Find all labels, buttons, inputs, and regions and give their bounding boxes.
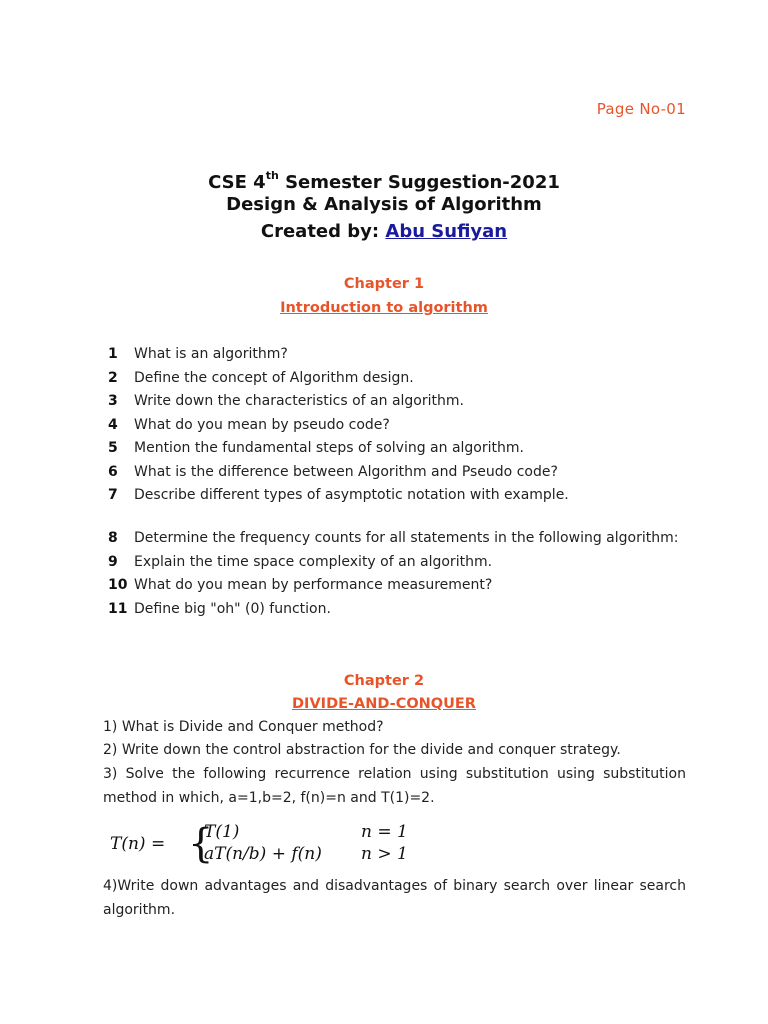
formula-case1-cond: n = 1: [361, 822, 408, 842]
title-suffix: Semester Suggestion-2021: [278, 172, 560, 193]
question-item: [108, 484, 686, 508]
created-by-line: [0, 218, 768, 245]
question-number: 11: [108, 600, 128, 617]
chapter1-question-list-a: [108, 343, 686, 508]
question-text: What is an algorithm?: [134, 346, 288, 362]
question-item: [108, 437, 686, 461]
question-text: Explain the time space complexity of an algorithm.: [134, 553, 493, 570]
formula-case2-cond: n > 1: [361, 844, 408, 864]
question-item: [108, 367, 686, 391]
question-text: Describe different types of asymptotic notation with example.: [134, 487, 569, 503]
question-number: 8: [108, 530, 118, 546]
question-number: 2: [108, 369, 118, 386]
title-prefix: CSE 4: [208, 172, 266, 193]
question-number: 7: [108, 487, 118, 503]
formula-brace: {: [188, 821, 214, 867]
title-superscript: th: [265, 169, 279, 182]
chapter2-title-text: DIVIDE-AND-CONQUER: [292, 696, 476, 712]
created-by-label: Created by:: [260, 221, 386, 242]
question-number: 1: [108, 346, 118, 362]
subject-title: Design & Analysis of Algorithm: [226, 194, 542, 215]
chapter2-question-1: 1) What is Divide and Conquer method?: [103, 719, 384, 735]
question-item: [108, 527, 686, 551]
question-text: Define big "oh" (0) function.: [134, 600, 331, 617]
question-text: What is the difference between Algorithm and Pseudo code?: [134, 463, 558, 480]
chapter1-question-list-b: [108, 527, 686, 621]
author-link[interactable]: Abu Sufiyan: [385, 221, 508, 242]
question-item: [108, 598, 686, 622]
question-text: What do you mean by performance measurement?: [134, 577, 493, 593]
chapter1-title-text: Introduction to algorithm: [280, 300, 488, 316]
question-text: Write down the characteristics of an algorithm.: [134, 393, 464, 409]
chapter1-title: [0, 296, 768, 320]
question-item: [108, 390, 686, 414]
page-number: Page No-01: [596, 100, 686, 118]
question-text: Define the concept of Algorithm design.: [134, 369, 414, 386]
formula-case1-expr: T(1): [204, 822, 240, 842]
chapter2-question-4: 4)Write down advantages and disadvantages of binary search over linear search algorithm.: [103, 878, 686, 918]
question-number: 9: [108, 553, 118, 570]
question-item: [108, 461, 686, 485]
question-item: [108, 574, 686, 598]
chapter1-label: Chapter 1: [343, 276, 425, 292]
question-text: What do you mean by pseudo code?: [134, 416, 390, 433]
question-text: Determine the frequency counts for all statements in the following algorithm:: [134, 530, 679, 546]
question-number: 5: [108, 440, 118, 456]
formula-lhs: T(n) =: [110, 834, 166, 854]
question-number: 10: [108, 577, 128, 593]
question-item: [108, 551, 686, 575]
question-item: [108, 414, 686, 438]
question-text: Mention the fundamental steps of solving an algorithm.: [134, 440, 524, 456]
question-number: 6: [108, 463, 118, 480]
question-number: 3: [108, 393, 118, 409]
formula-case2-expr: aT(n/b) + f(n): [204, 844, 322, 864]
chapter2-question-3: 3) Solve the following recurrence relation using substitution using substitution method in which, a=1,b=2, f(n)=n and T(1)=2.: [103, 766, 686, 806]
question-item: [108, 343, 686, 367]
chapter2-question-2: 2) Write down the control abstraction for the divide and conquer strategy.: [103, 742, 621, 758]
question-number: 4: [108, 416, 118, 433]
chapter2-label: Chapter 2: [343, 673, 425, 689]
chapter2-title: [0, 692, 768, 716]
